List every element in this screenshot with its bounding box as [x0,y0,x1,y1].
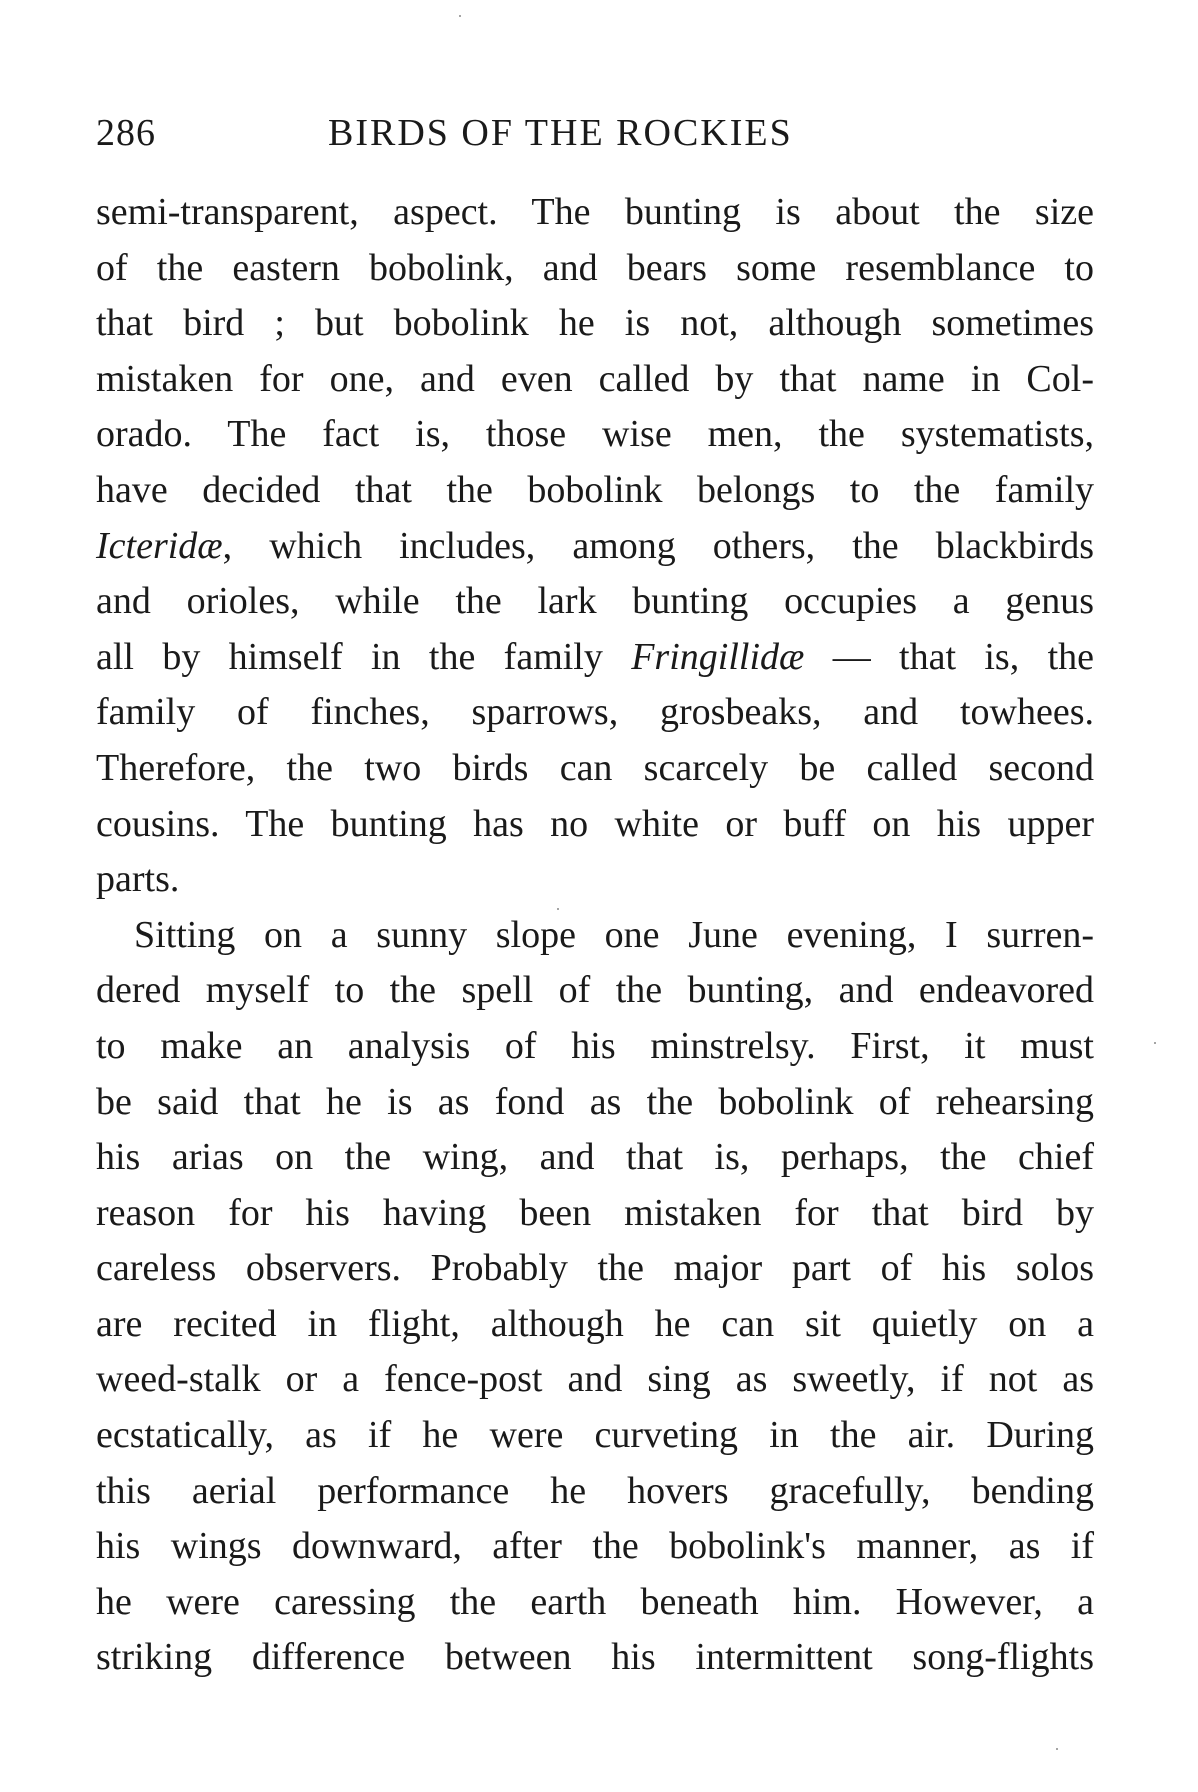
running-head [96,108,1094,158]
text-line: he were caressing the earth beneath him. However, a [96,1580,1094,1623]
text-line: dered myself to the spell of the bunting, and endeavored [96,969,1094,1012]
text-line: be said that he is as fond as the bobolink of rehearsing [96,1080,1094,1123]
scan-speck [1056,1748,1058,1750]
text-line: semi-transparent, aspect. The bunting is about the size [96,191,1094,233]
text-line: careless observers. Probably the major part of his solos [96,1247,1094,1290]
body-text [96,185,1094,1686]
scan-speck [1154,1042,1156,1044]
text-line: reason for his having been mistaken for that bird by [96,1191,1094,1234]
text-line-italic-term: all by himself in the family Fringillidæ — that is, the [96,635,1094,678]
text-line: family of finches, sparrows, grosbeaks, and towhees. [96,691,1094,734]
scan-speck [459,15,461,17]
paragraph-1 [96,185,1094,908]
text-line: to make an analysis of his minstrelsy. First, it must [96,1024,1094,1067]
text-line: and orioles, while the lark bunting occupies a genus [96,580,1094,623]
text-line-italic-term: Icteridæ, which includes, among others, the blackbirds [96,524,1094,567]
text-line: orado. The fact is, those wise men, the systematists, [96,413,1094,456]
text-line: weed-stalk or a fence-post and sing as sweetly, if not as [96,1358,1094,1401]
paragraph-2 [96,908,1094,1686]
text-line: that bird ; but bobolink he is not, although sometimes [96,302,1094,345]
text-line: parts. [96,858,180,901]
text-line: are recited in flight, although he can sit quietly on a [96,1302,1094,1345]
text-line: Therefore, the two birds can scarcely be called second [96,746,1094,789]
page-number: 286 [96,112,156,154]
scan-speck [557,908,559,910]
text-line: ecstatically, as if he were curveting in the air. During [96,1414,1094,1457]
running-title: BIRDS OF THE ROCKIES [328,112,793,154]
text-line: of the eastern bobolink, and bears some resemblance to [96,246,1094,289]
text-line: have decided that the bobolink belongs to the family [96,468,1094,511]
text-line: cousins. The bunting has no white or buff on his upper [96,802,1094,845]
text-line: striking difference between his intermittent song-flights [96,1636,1094,1679]
text-line: mistaken for one, and even called by that name in Col- [96,357,1094,400]
text-line: this aerial performance he hovers gracefully, bending [96,1469,1094,1512]
text-line: Sitting on a sunny slope one June evening, I surren- [134,913,1094,956]
text-line: his wings downward, after the bobolink's manner, as if [96,1525,1094,1568]
text-line: his arias on the wing, and that is, perhaps, the chief [96,1136,1094,1179]
